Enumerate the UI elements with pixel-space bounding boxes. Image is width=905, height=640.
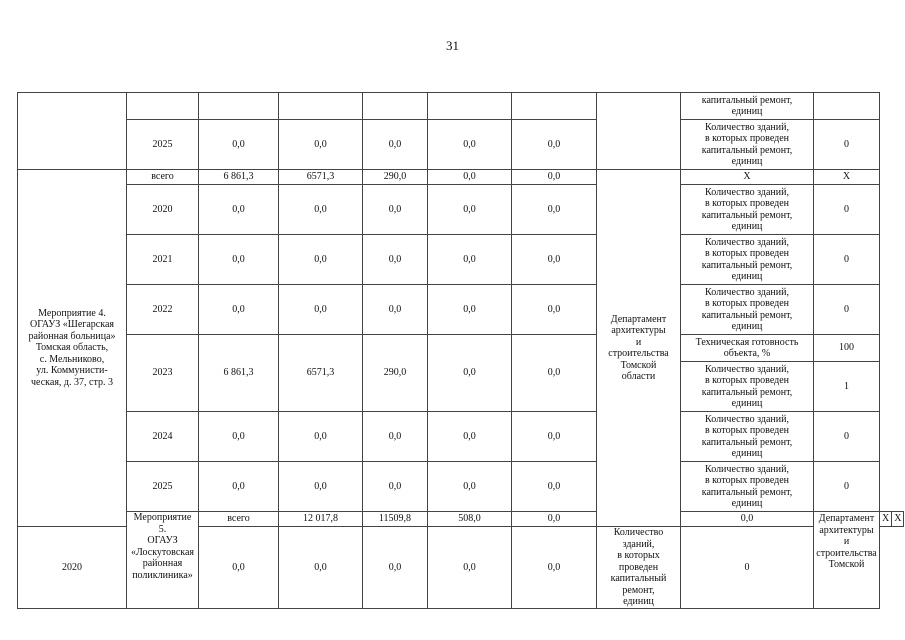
year-cell: 2023 [127, 335, 199, 412]
indicator-cell: Количество зданий, в которых проведен капитальный ремонт, единиц [597, 527, 681, 609]
value-cell: 0,0 [199, 527, 279, 609]
indicator-cell: X [681, 170, 814, 185]
table-row-total [18, 512, 904, 527]
value-cell: 12 017,8 [279, 512, 363, 527]
table-row [18, 235, 904, 285]
value-cell: 290,0 [363, 335, 428, 412]
measure-4-name: Мероприятие 4. ОГАУЗ «Шегарская районная больница» Томская область, с. Мельниково, ул. Коммунисти- ческая, д. 37, стр. 3 [18, 170, 127, 527]
page-number: 31 [446, 38, 459, 53]
target-cell: 1 [814, 362, 880, 412]
target-cell: 0 [814, 462, 880, 512]
value-cell: 0,0 [363, 412, 428, 462]
indicator-cell: капитальный ремонт, единиц [681, 93, 814, 120]
year-cell: 2024 [127, 412, 199, 462]
indicator-cell: Количество зданий, в которых проведен капитальный ремонт, единиц [681, 285, 814, 335]
target-cell: 100 [814, 335, 880, 362]
value-cell: 0,0 [279, 120, 363, 170]
table-row [18, 185, 904, 235]
indicator-cell: Количество зданий, в которых проведен капитальный ремонт, единиц [681, 185, 814, 235]
program-table [17, 92, 904, 609]
value-cell: 0,0 [512, 170, 597, 185]
measure-4-department: Департамент архитектуры и строительства Томской области [597, 170, 681, 527]
value-cell: 0,0 [512, 335, 597, 412]
indicator-cell: Количество зданий, в которых проведен капитальный ремонт, единиц [681, 120, 814, 170]
target-cell: 0 [814, 185, 880, 235]
year-cell: 2022 [127, 285, 199, 335]
value-cell: 0,0 [512, 120, 597, 170]
table-row [18, 335, 904, 362]
indicator-cell: Количество зданий, в которых проведен капитальный ремонт, единиц [681, 362, 814, 412]
target-cell: X [892, 512, 904, 527]
value-cell: 0,0 [199, 235, 279, 285]
year-cell: всего [199, 512, 279, 527]
year-cell: 2021 [127, 235, 199, 285]
value-cell: 11509,8 [363, 512, 428, 527]
value-cell: 0,0 [428, 120, 512, 170]
indicator-cell: Количество зданий, в которых проведен капитальный ремонт, единиц [681, 235, 814, 285]
value-cell: 0,0 [428, 235, 512, 285]
value-cell: 0,0 [512, 412, 597, 462]
continuation-row [18, 93, 904, 120]
value-cell: 6571,3 [279, 170, 363, 185]
target-cell: 0 [681, 527, 814, 609]
measure-name-cell [18, 93, 127, 170]
value-cell: 0,0 [279, 527, 363, 609]
table-row [18, 412, 904, 462]
value-cell: 0,0 [199, 285, 279, 335]
value-cell: 0,0 [363, 185, 428, 235]
target-cell: 0 [814, 235, 880, 285]
measure-5-name: Мероприятие 5. ОГАУЗ «Лоскутовская районная поликлиника» [127, 512, 199, 609]
table-row [18, 285, 904, 335]
target-cell: 0 [814, 285, 880, 335]
value-cell: 0,0 [199, 462, 279, 512]
value-cell: 0,0 [363, 285, 428, 335]
value-cell: 0,0 [279, 412, 363, 462]
value-cell: 0,0 [428, 527, 512, 609]
year-cell: 2020 [127, 185, 199, 235]
value-cell: 0,0 [363, 120, 428, 170]
value-cell: 0,0 [428, 170, 512, 185]
department-cell [597, 93, 681, 170]
indicator-cell: Количество зданий, в которых проведен капитальный ремонт, единиц [681, 412, 814, 462]
value-cell: 0,0 [681, 512, 814, 527]
value-cell: 0,0 [512, 285, 597, 335]
value-cell: 0,0 [363, 527, 428, 609]
value-cell: 6 861,3 [199, 170, 279, 185]
value-cell: 0,0 [428, 462, 512, 512]
value-cell: 508,0 [428, 512, 512, 527]
value-cell: 0,0 [363, 235, 428, 285]
year-cell: 2025 [127, 462, 199, 512]
value-cell: 0,0 [363, 462, 428, 512]
indicator-cell: Техническая готовность объекта, % [681, 335, 814, 362]
value-cell: 0,0 [279, 462, 363, 512]
value-cell: 0,0 [512, 512, 597, 527]
value-cell: 0,0 [279, 185, 363, 235]
value-cell: 0,0 [512, 185, 597, 235]
target-cell [814, 93, 880, 120]
year-cell: всего [127, 170, 199, 185]
value-cell: 0,0 [428, 412, 512, 462]
value-cell: 6571,3 [279, 335, 363, 412]
value-cell: 0,0 [199, 185, 279, 235]
target-cell: 0 [814, 412, 880, 462]
value-cell: 0,0 [199, 412, 279, 462]
value-cell: 6 861,3 [199, 335, 279, 412]
table-row-total [18, 170, 904, 185]
value-cell: 0,0 [512, 235, 597, 285]
indicator-cell: Количество зданий, в которых проведен капитальный ремонт, единиц [681, 462, 814, 512]
table-row [18, 120, 904, 170]
value-cell: 0,0 [512, 527, 597, 609]
measure-5-department: Департамент архитектуры и строительства Томской [814, 512, 880, 609]
target-cell: 0 [814, 120, 880, 170]
value-cell: 0,0 [512, 462, 597, 512]
value-cell: 0,0 [428, 185, 512, 235]
value-cell: 0,0 [428, 335, 512, 412]
year-cell: 2025 [127, 120, 199, 170]
table-row [18, 462, 904, 512]
value-cell: 0,0 [199, 120, 279, 170]
value-cell: 290,0 [363, 170, 428, 185]
indicator-cell: X [880, 512, 892, 527]
year-cell: 2020 [18, 527, 127, 609]
value-cell: 0,0 [279, 235, 363, 285]
value-cell: 0,0 [428, 285, 512, 335]
target-cell: X [814, 170, 880, 185]
year-cell [127, 93, 199, 120]
value-cell: 0,0 [279, 285, 363, 335]
